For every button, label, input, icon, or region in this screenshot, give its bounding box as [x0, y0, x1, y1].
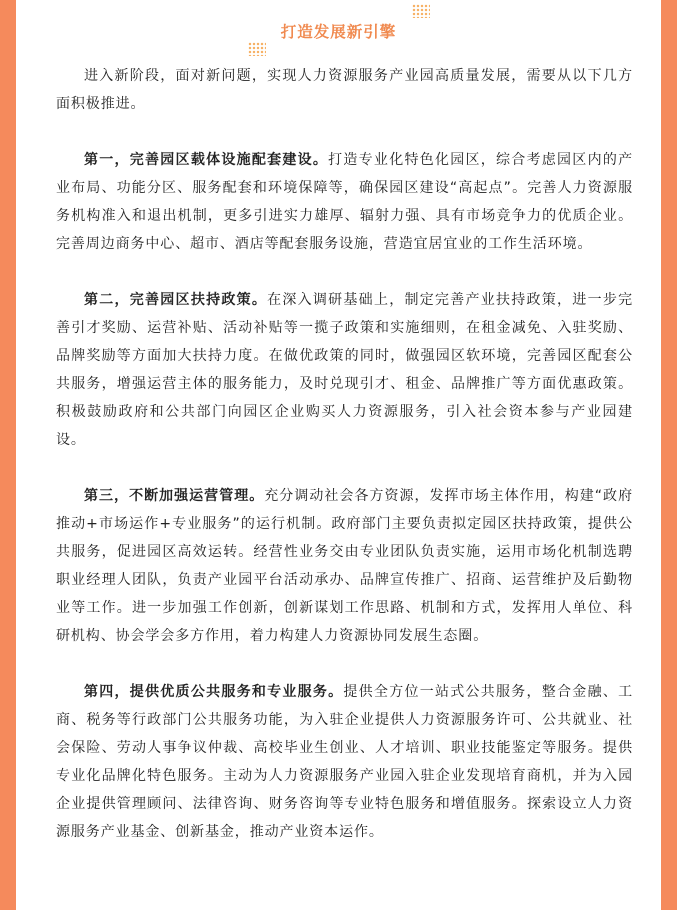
section-heading-2: 第二，完善园区扶持政策。	[84, 292, 268, 308]
section-paragraph-1	[56, 146, 633, 258]
section-text-2: 在深入调研基础上，制定完善产业扶持政策，进一步完善引才奖励、运营补贴、活动补贴等一揽子政策和实施细则，在租金减免、入驻奖励、品牌奖励等方面加大扶持力度。在做优政策的同时，做强园区软环境，完善园区配套公共服务，增强运营主体的服务能力，及时兑现引才、租金、品牌推广等方面优惠政策。积极鼓励政府和公共部门向园区企业购买人力资源服务，引入社会资本参与产业园建设。	[56, 292, 633, 448]
section-text-4: 提供全方位一站式公共服务，整合金融、工商、税务等行政部门公共服务功能，为入驻企业提供人力资源服务许可、公共就业、社会保险、劳动人事争议仲裁、高校毕业生创业、人才培训、职业技能鉴定等服务。提供专业化品牌化特色服务。主动为人力资源服务产业园入驻企业发现培育商机，并为入园企业提供管理顾问、法律咨询、财务咨询等专业特色服务和增值服务。探索设立人力资源服务产业基金、创新基金，推动产业资本运作。	[56, 684, 633, 840]
intro-paragraph: 进入新阶段，面对新问题，实现人力资源服务产业园高质量发展，需要从以下几方面积极推进。	[56, 68, 633, 112]
section-paragraph-3	[56, 482, 633, 650]
article-title: 打造发展新引擎	[280, 23, 397, 41]
dot-pattern-decoration-bottom	[248, 42, 266, 56]
section-text-3: 充分调动社会各方资源，发挥市场主体作用，构建“政府推动+市场运作+专业服务”的运行机制。政府部门主要负责拟定园区扶持政策，提供公共服务，促进园区高效运转。经营性业务交由专业团队负责实施，运用市场化机制选聘职业经理人团队，负责产业园平台活动承办、品牌宣传推广、招商、运营维护及后勤物业等工作。进一步加强工作创新，创新谋划工作思路、机制和方式，发挥用人单位、科研机构、协会学会多方作用，着力构建人力资源协同发展生态圈。	[56, 488, 633, 644]
section-paragraph-2	[56, 286, 633, 454]
title-block	[16, 0, 661, 60]
section-paragraph-4	[56, 678, 633, 846]
dot-pattern-decoration-top	[412, 4, 430, 18]
section-heading-4: 第四，提供优质公共服务和专业服务。	[84, 684, 344, 700]
section-heading-3: 第三，不断加强运营管理。	[84, 488, 265, 504]
article-page	[16, 0, 661, 910]
article-body	[56, 62, 633, 874]
section-text-1: 打造专业化特色化园区，综合考虑园区内的产业布局、功能分区、服务配套和环境保障等，确保园区建设“高起点”。完善人力资源服务机构准入和退出机制，更多引进实力雄厚、辐射力强、具有市场竞争力的优质企业。完善周边商务中心、超市、酒店等配套服务设施，营造宜居宜业的工作生活环境。	[56, 152, 633, 252]
section-heading-1: 第一，完善园区载体设施配套建设。	[84, 152, 329, 168]
